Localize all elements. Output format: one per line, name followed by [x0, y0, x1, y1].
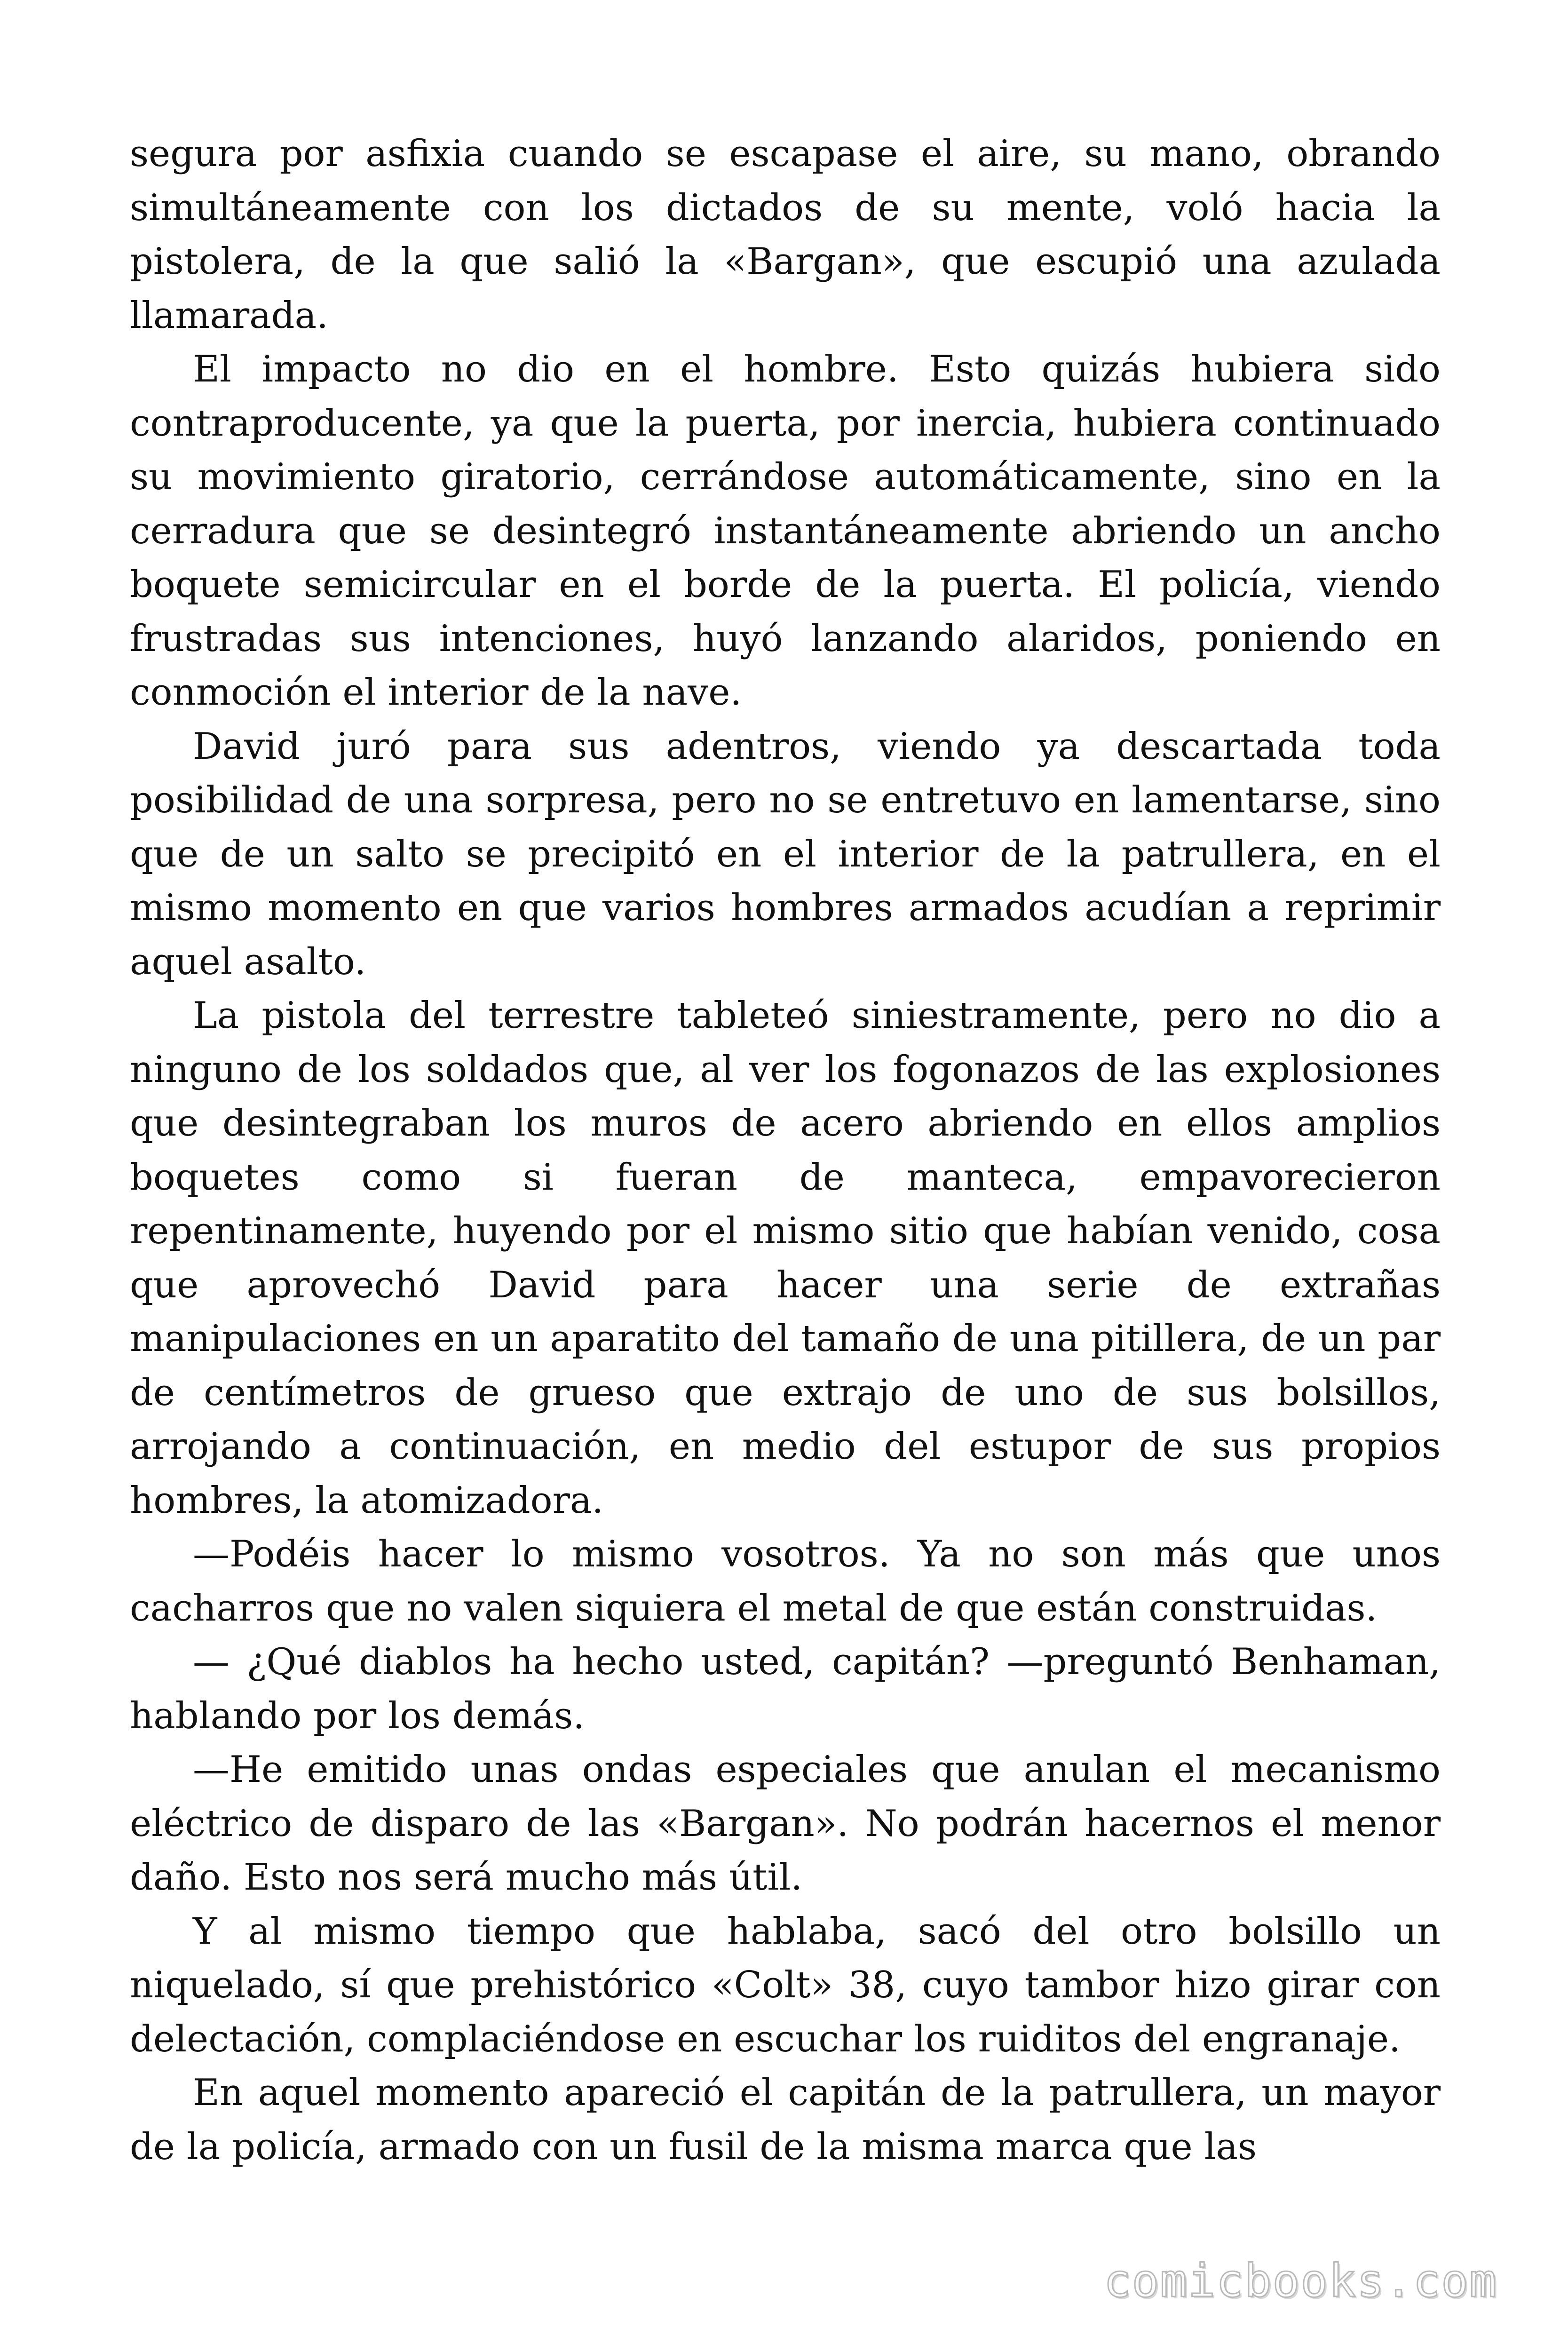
paragraph-6: — ¿Qué diablos ha hecho usted, capitán? —preguntó Benhaman, hablando por los demás. — [130, 1641, 1441, 1737]
paragraph-9: En aquel momento apareció el capitán de la patrullera, un mayor de la policía, armado con un fusil de la misma marca que las — [130, 2072, 1441, 2168]
paragraph-5: —Podéis hacer lo mismo vosotros. Ya no son más que unos cacharros que no valen siquiera el metal de que están construidas. — [130, 1533, 1441, 1629]
paragraph-1: segura por asfixia cuando se escapase el aire, su mano, obrando simultáneamente con los dictados de su mente, voló hacia la pistolera, de la que salió la «Bargan», que escupió una azulada llamarada. — [130, 133, 1441, 337]
watermark: comicbooks.com — [1103, 2255, 1497, 2307]
paragraph-3: David juró para sus adentros, viendo ya descartada toda posibilidad de una sorpresa, pero no se entretuvo en lamentarse, sino que de un salto se precipitó en el interior de la patrullera, en el mismo momento en que varios hombres armados acudían a reprimir aquel asalto. — [130, 725, 1441, 983]
paragraph-8: Y al mismo tiempo que hablaba, sacó del otro bolsillo un niquelado, sí que prehistórico «Colt» 38, cuyo tambor hizo girar con delectación, complaciéndose en escuchar los ruiditos del engranaje. — [130, 1910, 1441, 2060]
paragraph-2: El impacto no dio en el hombre. Esto quizás hubiera sido contraproducente, ya que la puerta, por inercia, hubiera continuado su movimiento giratorio, cerrándose automáticamente, sino en la cerradura que se desintegró instantáneamente abriendo un ancho boquete semicircular en el borde de la puerta. El policía, viendo frustradas sus intenciones, huyó lanzando alaridos, poniendo en conmoción el interior de la nave. — [130, 348, 1441, 714]
page-text — [130, 127, 1441, 2174]
book-page — [130, 127, 1441, 2174]
paragraph-4: La pistola del terrestre tableteó siniestramente, pero no dio a ninguno de los soldados que, al ver los fogonazos de las explosiones que desintegraban los muros de acero abriendo en ellos amplios boquetes como si fueran de manteca, empavorecieron repentinamente, huyendo por el mismo sitio que habían venido, cosa que aprovechó David para hacer una serie de extrañas manipulaciones en un aparatito del tamaño de una pitillera, de un par de centímetros de grueso que extrajo de uno de sus bolsillos, arrojando a continuación, en medio del estupor de sus propios hombres, la atomizadora. — [130, 994, 1441, 1522]
paragraph-7: —He emitido unas ondas especiales que anulan el mecanismo eléctrico de disparo de las «Bargan». No podrán hacernos el menor daño. Esto nos será mucho más útil. — [130, 1748, 1441, 1899]
